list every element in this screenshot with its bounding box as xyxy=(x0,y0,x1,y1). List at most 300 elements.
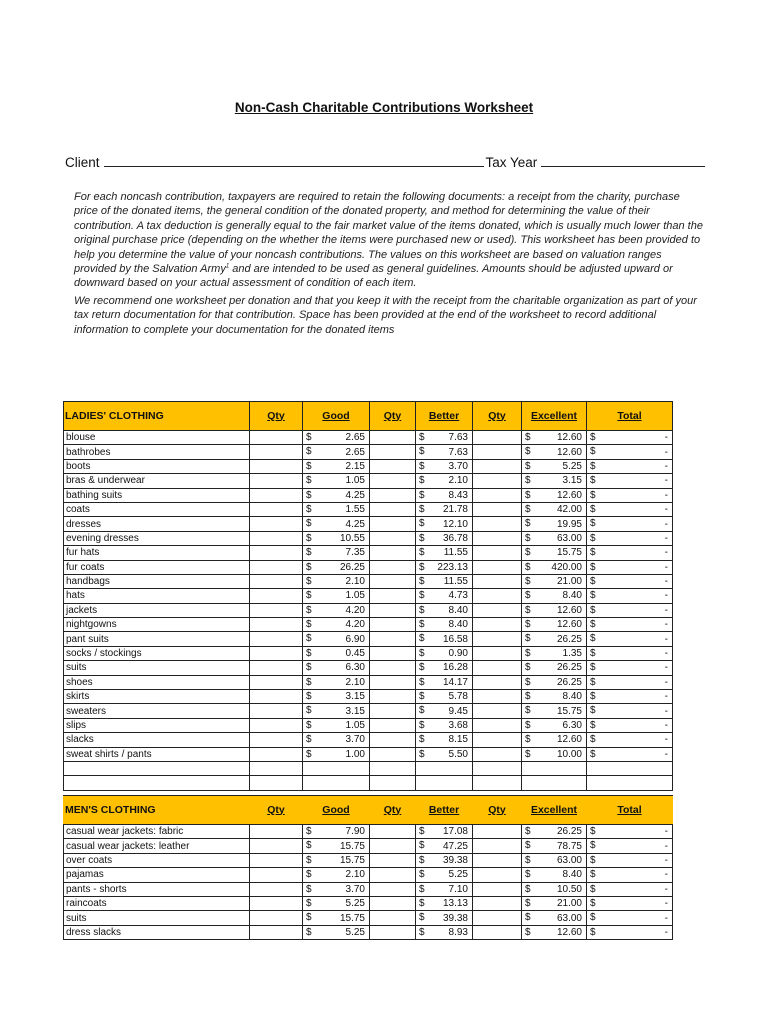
good-price xyxy=(303,574,370,588)
section-heading: MEN'S CLOTHING xyxy=(64,796,250,825)
qty-better-input[interactable] xyxy=(370,517,416,531)
blank-cell[interactable] xyxy=(587,776,673,790)
excellent-price xyxy=(522,531,587,545)
client-label: Client xyxy=(65,155,100,170)
item-name: blouse xyxy=(64,431,250,445)
currency-sign: $ xyxy=(525,446,531,458)
qty-better-input[interactable] xyxy=(370,589,416,603)
blank-cell[interactable] xyxy=(473,776,522,790)
qty-good-input[interactable] xyxy=(250,589,303,603)
row-total-value: - xyxy=(664,460,668,472)
better-price xyxy=(416,747,473,761)
good-price-value: 1.00 xyxy=(345,748,365,760)
qty-good-input[interactable] xyxy=(250,646,303,660)
currency-sign: $ xyxy=(590,619,596,631)
row-total xyxy=(587,546,673,560)
item-name: sweaters xyxy=(64,704,250,718)
row-total xyxy=(587,896,673,910)
better-price xyxy=(416,825,473,839)
qty-better-input[interactable] xyxy=(370,560,416,574)
row-total-value: - xyxy=(664,518,668,530)
qty-good-input[interactable] xyxy=(250,632,303,646)
qty-better-input[interactable] xyxy=(370,911,416,925)
qty-good-input[interactable] xyxy=(250,925,303,939)
better-price-value: 39.38 xyxy=(442,912,468,924)
better-price xyxy=(416,925,473,939)
row-total-value: - xyxy=(664,826,668,838)
qty-better-input[interactable] xyxy=(370,853,416,867)
row-total xyxy=(587,632,673,646)
row-total-value: - xyxy=(664,604,668,616)
qty-better-input[interactable] xyxy=(370,574,416,588)
row-total xyxy=(587,733,673,747)
blank-cell[interactable] xyxy=(250,761,303,775)
qty-better-input[interactable] xyxy=(370,546,416,560)
qty-excellent-input[interactable] xyxy=(473,646,522,660)
qty-excellent-input[interactable] xyxy=(473,431,522,445)
excellent-price xyxy=(522,560,587,574)
currency-sign: $ xyxy=(525,460,531,472)
row-total xyxy=(587,474,673,488)
better-price-value: 14.17 xyxy=(442,676,468,688)
currency-sign: $ xyxy=(590,590,596,602)
excellent-price xyxy=(522,546,587,560)
row-total xyxy=(587,718,673,732)
excellent-price-value: 5.25 xyxy=(562,460,582,472)
better-price-value: 9.45 xyxy=(448,705,468,717)
excellent-price-value: 8.40 xyxy=(562,691,582,703)
currency-sign: $ xyxy=(590,432,596,443)
currency-sign: $ xyxy=(306,676,312,688)
excellent-price-value: 12.60 xyxy=(556,604,582,616)
qty-excellent-input[interactable] xyxy=(473,574,522,588)
currency-sign: $ xyxy=(306,691,312,703)
qty-good-input[interactable] xyxy=(250,718,303,732)
qty-better-input[interactable] xyxy=(370,488,416,502)
qty-better-input[interactable] xyxy=(370,825,416,839)
qty-good-input[interactable] xyxy=(250,733,303,747)
qty-excellent-input[interactable] xyxy=(473,502,522,516)
row-total-value: - xyxy=(664,912,668,924)
excellent-price xyxy=(522,574,587,588)
better-price-value: 21.78 xyxy=(442,504,468,516)
currency-sign: $ xyxy=(525,647,531,659)
qty-better-input[interactable] xyxy=(370,618,416,632)
good-price xyxy=(303,911,370,925)
qty-excellent-input[interactable] xyxy=(473,488,522,502)
tax-year-label: Tax Year xyxy=(485,155,538,170)
better-price-value: 39.38 xyxy=(442,854,468,866)
qty-better-input[interactable] xyxy=(370,459,416,473)
good-price xyxy=(303,517,370,531)
excellent-price xyxy=(522,517,587,531)
excellent-price xyxy=(522,603,587,617)
excellent-price xyxy=(522,868,587,882)
currency-sign: $ xyxy=(419,518,425,530)
qty-good-input[interactable] xyxy=(250,560,303,574)
qty-good-input[interactable] xyxy=(250,911,303,925)
item-name: evening dresses xyxy=(64,531,250,545)
qty-header: Qty xyxy=(370,796,416,825)
qty-good-input[interactable] xyxy=(250,474,303,488)
qty-excellent-input[interactable] xyxy=(473,747,522,761)
table-row xyxy=(64,911,673,925)
better-price xyxy=(416,603,473,617)
better-price-value: 5.50 xyxy=(448,748,468,760)
qty-good-input[interactable] xyxy=(250,445,303,459)
currency-sign: $ xyxy=(306,518,312,530)
excellent-price-value: 15.75 xyxy=(556,547,582,559)
excellent-price-value: 78.75 xyxy=(556,840,582,852)
currency-sign: $ xyxy=(525,561,531,573)
qty-excellent-input[interactable] xyxy=(473,704,522,718)
qty-good-input[interactable] xyxy=(250,675,303,689)
excellent-price xyxy=(522,925,587,939)
qty-excellent-input[interactable] xyxy=(473,618,522,632)
blank-row xyxy=(64,761,673,775)
good-price xyxy=(303,445,370,459)
qty-excellent-input[interactable] xyxy=(473,560,522,574)
total-header: Total xyxy=(587,402,673,431)
excellent-price-value: 19.95 xyxy=(556,518,582,530)
currency-sign: $ xyxy=(306,869,312,881)
good-price-value: 2.10 xyxy=(345,576,365,588)
qty-header: Qty xyxy=(250,402,303,431)
blank-cell[interactable] xyxy=(522,776,587,790)
currency-sign: $ xyxy=(306,503,312,515)
item-name: bras & underwear xyxy=(64,474,250,488)
good-price xyxy=(303,868,370,882)
row-total-value: - xyxy=(664,648,668,660)
qty-good-input[interactable] xyxy=(250,704,303,718)
row-total xyxy=(587,704,673,718)
better-price xyxy=(416,733,473,747)
row-total-value: - xyxy=(664,883,668,895)
currency-sign: $ xyxy=(590,926,596,938)
qty-better-input[interactable] xyxy=(370,882,416,896)
table-row xyxy=(64,459,673,473)
qty-excellent-input[interactable] xyxy=(473,675,522,689)
qty-better-input[interactable] xyxy=(370,690,416,704)
qty-better-input[interactable] xyxy=(370,733,416,747)
better-price xyxy=(416,896,473,910)
currency-sign: $ xyxy=(590,826,596,837)
table-row xyxy=(64,546,673,560)
blank-cell[interactable] xyxy=(303,761,370,775)
qty-good-input[interactable] xyxy=(250,825,303,839)
row-total xyxy=(587,502,673,516)
currency-sign: $ xyxy=(590,460,596,472)
instructions-text-a: For each noncash contribution, taxpayers are required to retain the following documents: a receipt from the charity, purchase price of the donated items, the general condition of the donated property, and method for determining the value of their contribution. A tax deduction is generally equal to the fair market value of the items donated, which is usually much lower than the original purchase price (depending on the whether the items were purchased new or used). This worksheet has been provided to help you determine the value of your noncash contributions. The values on this worksheet are based on valuation ranges provided by the Salvation Army xyxy=(74,191,703,276)
currency-sign: $ xyxy=(419,503,425,515)
blank-cell[interactable] xyxy=(473,761,522,775)
tax-year-field[interactable] xyxy=(541,154,705,167)
qty-good-input[interactable] xyxy=(250,896,303,910)
item-name: pants - shorts xyxy=(64,882,250,896)
excellent-price xyxy=(522,589,587,603)
good-price-value: 6.30 xyxy=(345,662,365,674)
qty-excellent-input[interactable] xyxy=(473,661,522,675)
qty-excellent-input[interactable] xyxy=(473,911,522,925)
row-total-value: - xyxy=(664,547,668,559)
row-total-value: - xyxy=(664,705,668,717)
qty-better-input[interactable] xyxy=(370,839,416,853)
row-total-value: - xyxy=(664,432,668,444)
item-name: bathing suits xyxy=(64,488,250,502)
qty-excellent-input[interactable] xyxy=(473,896,522,910)
currency-sign: $ xyxy=(419,748,425,760)
currency-sign: $ xyxy=(419,719,425,731)
qty-better-input[interactable] xyxy=(370,896,416,910)
qty-good-input[interactable] xyxy=(250,882,303,896)
better-price-value: 5.25 xyxy=(448,869,468,881)
qty-excellent-input[interactable] xyxy=(473,853,522,867)
good-price-value: 1.05 xyxy=(345,475,365,487)
currency-sign: $ xyxy=(525,840,531,852)
blank-item-input[interactable] xyxy=(64,776,250,790)
currency-sign: $ xyxy=(525,575,531,587)
qty-excellent-input[interactable] xyxy=(473,589,522,603)
row-total-value: - xyxy=(664,619,668,631)
blank-cell[interactable] xyxy=(416,776,473,790)
good-price xyxy=(303,431,370,445)
currency-sign: $ xyxy=(419,489,425,501)
currency-sign: $ xyxy=(419,840,425,852)
currency-sign: $ xyxy=(306,575,312,587)
item-name: raincoats xyxy=(64,896,250,910)
currency-sign: $ xyxy=(525,883,531,895)
item-name: slacks xyxy=(64,733,250,747)
currency-sign: $ xyxy=(306,926,312,938)
qty-better-input[interactable] xyxy=(370,747,416,761)
currency-sign: $ xyxy=(590,475,596,487)
better-price xyxy=(416,531,473,545)
qty-better-input[interactable] xyxy=(370,868,416,882)
row-total-value: - xyxy=(664,576,668,588)
qty-better-input[interactable] xyxy=(370,603,416,617)
excellent-price-value: 63.00 xyxy=(556,532,582,544)
excellent-price-value: 420.00 xyxy=(551,561,582,573)
good-price-value: 15.75 xyxy=(339,840,365,852)
qty-excellent-input[interactable] xyxy=(473,445,522,459)
blank-cell[interactable] xyxy=(250,776,303,790)
table-row xyxy=(64,733,673,747)
currency-sign: $ xyxy=(419,446,425,458)
table-row xyxy=(64,718,673,732)
good-price-value: 2.65 xyxy=(345,446,365,458)
qty-better-input[interactable] xyxy=(370,431,416,445)
qty-excellent-input[interactable] xyxy=(473,925,522,939)
currency-sign: $ xyxy=(590,503,596,515)
qty-excellent-input[interactable] xyxy=(473,690,522,704)
qty-good-input[interactable] xyxy=(250,502,303,516)
blank-cell[interactable] xyxy=(416,761,473,775)
currency-sign: $ xyxy=(525,734,531,746)
qty-better-input[interactable] xyxy=(370,675,416,689)
ladies-clothing-table xyxy=(63,401,673,791)
better-price-value: 13.13 xyxy=(442,898,468,910)
qty-excellent-input[interactable] xyxy=(473,603,522,617)
row-total-value: - xyxy=(664,446,668,458)
instructions-paragraph xyxy=(74,190,706,291)
currency-sign: $ xyxy=(306,647,312,659)
client-tax-year-row xyxy=(65,154,705,170)
currency-sign: $ xyxy=(590,719,596,731)
qty-good-input[interactable] xyxy=(250,661,303,675)
table-row xyxy=(64,618,673,632)
better-price-value: 8.43 xyxy=(448,489,468,501)
excellent-price xyxy=(522,675,587,689)
qty-header: Qty xyxy=(250,796,303,825)
currency-sign: $ xyxy=(590,561,596,573)
row-total xyxy=(587,531,673,545)
currency-sign: $ xyxy=(590,604,596,616)
better-price-value: 0.90 xyxy=(448,648,468,660)
qty-excellent-input[interactable] xyxy=(473,459,522,473)
qty-better-input[interactable] xyxy=(370,502,416,516)
blank-cell[interactable] xyxy=(522,761,587,775)
qty-good-input[interactable] xyxy=(250,603,303,617)
currency-sign: $ xyxy=(590,748,596,760)
qty-better-input[interactable] xyxy=(370,632,416,646)
currency-sign: $ xyxy=(306,475,312,487)
qty-excellent-input[interactable] xyxy=(473,825,522,839)
qty-good-input[interactable] xyxy=(250,431,303,445)
excellent-price xyxy=(522,825,587,839)
qty-excellent-input[interactable] xyxy=(473,882,522,896)
table-row xyxy=(64,431,673,445)
table-row xyxy=(64,646,673,660)
item-name: handbags xyxy=(64,574,250,588)
good-price xyxy=(303,632,370,646)
currency-sign: $ xyxy=(525,854,531,866)
better-price-value: 16.58 xyxy=(442,633,468,645)
qty-good-input[interactable] xyxy=(250,459,303,473)
section-heading: LADIES' CLOTHING xyxy=(64,402,250,431)
qty-good-input[interactable] xyxy=(250,839,303,853)
blank-cell[interactable] xyxy=(303,776,370,790)
qty-better-input[interactable] xyxy=(370,445,416,459)
qty-better-input[interactable] xyxy=(370,661,416,675)
good-price-value: 15.75 xyxy=(339,854,365,866)
better-price-value: 3.70 xyxy=(448,460,468,472)
good-price-value: 4.25 xyxy=(345,518,365,530)
qty-good-input[interactable] xyxy=(250,488,303,502)
good-price xyxy=(303,747,370,761)
qty-better-input[interactable] xyxy=(370,646,416,660)
good-price-value: 15.75 xyxy=(339,912,365,924)
row-total xyxy=(587,868,673,882)
excellent-price xyxy=(522,618,587,632)
qty-good-input[interactable] xyxy=(250,618,303,632)
better-price xyxy=(416,546,473,560)
currency-sign: $ xyxy=(590,912,596,924)
qty-good-input[interactable] xyxy=(250,531,303,545)
blank-item-input[interactable] xyxy=(64,761,250,775)
qty-better-input[interactable] xyxy=(370,474,416,488)
currency-sign: $ xyxy=(525,869,531,881)
currency-sign: $ xyxy=(419,826,425,837)
table-row xyxy=(64,925,673,939)
excellent-price-value: 3.15 xyxy=(562,475,582,487)
qty-excellent-input[interactable] xyxy=(473,718,522,732)
better-price-value: 5.78 xyxy=(448,691,468,703)
qty-good-input[interactable] xyxy=(250,574,303,588)
better-price-value: 8.40 xyxy=(448,604,468,616)
qty-good-input[interactable] xyxy=(250,546,303,560)
currency-sign: $ xyxy=(590,705,596,717)
excellent-price xyxy=(522,690,587,704)
item-name: boots xyxy=(64,459,250,473)
good-price-value: 6.90 xyxy=(345,633,365,645)
excellent-price xyxy=(522,896,587,910)
row-total xyxy=(587,431,673,445)
excellent-price-value: 10.00 xyxy=(556,748,582,760)
qty-better-input[interactable] xyxy=(370,718,416,732)
currency-sign: $ xyxy=(419,619,425,631)
currency-sign: $ xyxy=(590,897,596,909)
currency-sign: $ xyxy=(306,446,312,458)
item-name: nightgowns xyxy=(64,618,250,632)
qty-excellent-input[interactable] xyxy=(473,733,522,747)
qty-good-input[interactable] xyxy=(250,690,303,704)
row-total xyxy=(587,517,673,531)
qty-excellent-input[interactable] xyxy=(473,546,522,560)
blank-cell[interactable] xyxy=(587,761,673,775)
client-field[interactable] xyxy=(104,154,484,167)
better-price xyxy=(416,646,473,660)
row-total-value: - xyxy=(664,898,668,910)
table-row xyxy=(64,488,673,502)
excellent-price xyxy=(522,632,587,646)
qty-excellent-input[interactable] xyxy=(473,517,522,531)
blank-cell[interactable] xyxy=(370,776,416,790)
row-total xyxy=(587,853,673,867)
better-price xyxy=(416,459,473,473)
row-total-value: - xyxy=(664,590,668,602)
qty-excellent-input[interactable] xyxy=(473,868,522,882)
currency-sign: $ xyxy=(590,575,596,587)
qty-excellent-input[interactable] xyxy=(473,632,522,646)
excellent-header: Excellent xyxy=(522,402,587,431)
better-price xyxy=(416,675,473,689)
currency-sign: $ xyxy=(525,633,531,645)
better-price xyxy=(416,589,473,603)
qty-good-input[interactable] xyxy=(250,868,303,882)
better-header: Better xyxy=(416,402,473,431)
currency-sign: $ xyxy=(419,547,425,559)
qty-excellent-input[interactable] xyxy=(473,839,522,853)
currency-sign: $ xyxy=(525,676,531,688)
qty-good-input[interactable] xyxy=(250,853,303,867)
good-price-value: 7.35 xyxy=(345,547,365,559)
excellent-header: Excellent xyxy=(522,796,587,825)
item-name: shoes xyxy=(64,675,250,689)
qty-better-input[interactable] xyxy=(370,925,416,939)
currency-sign: $ xyxy=(525,518,531,530)
better-price-value: 8.40 xyxy=(448,619,468,631)
qty-good-input[interactable] xyxy=(250,747,303,761)
qty-better-input[interactable] xyxy=(370,704,416,718)
blank-cell[interactable] xyxy=(370,761,416,775)
excellent-price xyxy=(522,853,587,867)
qty-excellent-input[interactable] xyxy=(473,531,522,545)
qty-header: Qty xyxy=(370,402,416,431)
qty-good-input[interactable] xyxy=(250,517,303,531)
qty-better-input[interactable] xyxy=(370,531,416,545)
qty-excellent-input[interactable] xyxy=(473,474,522,488)
currency-sign: $ xyxy=(525,532,531,544)
